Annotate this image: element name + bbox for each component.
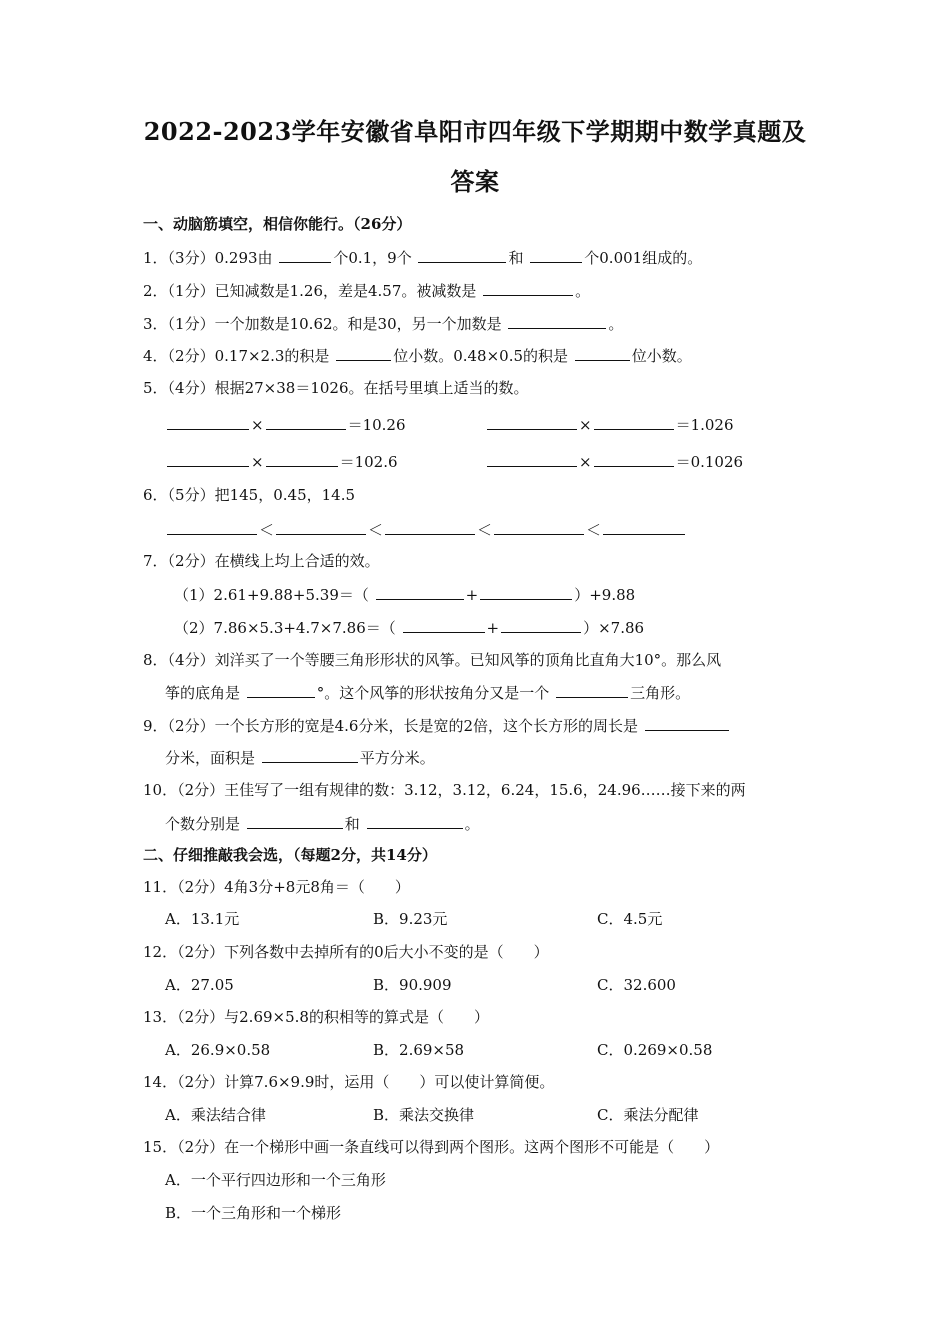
question-14-option-a[interactable]: A．乘法结合律 [165, 1106, 266, 1124]
question-7-stem: 7．（2分）在横线上均上合适的效。 [143, 552, 380, 570]
answer-blank[interactable] [247, 682, 315, 698]
question-9-line-2: 分米，面积是 平方分米。 [165, 749, 435, 767]
title-line-2: 答案 [450, 167, 500, 196]
question-6-stem: 6．（5分）把145，0.45，14.5 [143, 486, 356, 504]
answer-blank[interactable] [594, 451, 674, 467]
question-10-line-2: 个数分别是 和 。 [165, 815, 480, 833]
section-1-heading: 一、动脑筋填空，相信你能行。（26分） [143, 215, 412, 233]
question-15-option-b[interactable]: B．一个三角形和一个梯形 [165, 1204, 342, 1222]
answer-blank[interactable] [594, 414, 674, 430]
answer-blank[interactable] [508, 313, 606, 329]
title-line-1: 2022-2023学年安徽省阜阳市四年级下学期期中数学真题及 [143, 117, 807, 146]
answer-blank[interactable] [266, 414, 346, 430]
question-14-option-c[interactable]: C．乘法分配律 [597, 1106, 699, 1124]
answer-blank[interactable] [483, 280, 573, 296]
answer-blank[interactable] [494, 519, 584, 535]
question-8-line-2: 筝的底角是 °。这个风筝的形状按角分又是一个 三角形。 [165, 684, 691, 702]
question-7-part-2: （2）7.86×5.3+4.7×7.86＝（ + ）×7.86 [174, 619, 645, 637]
answer-blank[interactable] [262, 747, 358, 763]
answer-blank[interactable] [501, 617, 581, 633]
answer-blank[interactable] [645, 715, 729, 731]
question-3: 3．（1分）一个加数是10.62。和是30，另一个加数是 。 [143, 315, 624, 333]
answer-blank[interactable] [603, 519, 685, 535]
answer-blank[interactable] [376, 584, 464, 600]
question-6-ordering: ＜ ＜ ＜ ＜ [165, 519, 687, 540]
answer-blank[interactable] [167, 519, 257, 535]
question-5-eq-3: × ＝102.6 [165, 451, 398, 472]
question-13-stem: 13．（2分）与2.69×5.8的积相等的算式是（ ） [143, 1008, 489, 1026]
question-15-stem: 15．（2分）在一个梯形中画一条直线可以得到两个图形。这两个图形不可能是（ ） [143, 1138, 720, 1156]
answer-blank[interactable] [266, 451, 338, 467]
question-15-option-a[interactable]: A．一个平行四边形和一个三角形 [165, 1171, 386, 1189]
answer-blank[interactable] [167, 451, 249, 467]
question-11-stem: 11．（2分）4角3分+8元8角＝（ ） [143, 878, 410, 896]
question-8-line-1: 8．（4分）刘洋买了一个等腰三角形形状的风筝。已知风筝的顶角比直角大10°。那么风 [143, 651, 722, 669]
section-2-heading: 二、仔细推敲我会选，（每题2分，共14分） [143, 846, 437, 864]
answer-blank[interactable] [385, 519, 475, 535]
question-5-eq-2: × ＝1.026 [485, 414, 734, 435]
question-11-option-a[interactable]: A．13.1元 [165, 910, 240, 928]
question-14-option-b[interactable]: B．乘法交换律 [373, 1106, 475, 1124]
question-12-stem: 12．（2分）下列各数中去掉所有的0后大小不变的是（ ） [143, 943, 549, 961]
answer-blank[interactable] [575, 345, 630, 361]
answer-blank[interactable] [367, 813, 463, 829]
answer-blank[interactable] [403, 617, 485, 633]
answer-blank[interactable] [487, 414, 577, 430]
question-10-line-1: 10．（2分）王佳写了一组有规律的数：3.12，3.12，6.24，15.6，24.96……接下来的两 [143, 781, 746, 799]
question-12-option-b[interactable]: B．90.909 [373, 976, 452, 994]
answer-blank[interactable] [556, 682, 628, 698]
question-1: 1．（3分）0.293由 个0.1，9个 和 个0.001组成的。 [143, 249, 703, 267]
question-5-stem: 5．（4分）根据27×38＝1026。在括号里填上适当的数。 [143, 379, 529, 397]
answer-blank[interactable] [167, 414, 249, 430]
question-5-eq-4: × ＝0.1026 [485, 451, 743, 472]
answer-blank[interactable] [487, 451, 577, 467]
question-11-option-b[interactable]: B．9.23元 [373, 910, 448, 928]
question-12-option-a[interactable]: A．27.05 [165, 976, 234, 994]
answer-blank[interactable] [480, 584, 572, 600]
question-13-option-c[interactable]: C．0.269×0.58 [597, 1041, 713, 1059]
answer-blank[interactable] [279, 247, 331, 263]
answer-blank[interactable] [336, 345, 391, 361]
answer-blank[interactable] [418, 247, 506, 263]
answer-blank[interactable] [276, 519, 366, 535]
question-7-part-1: （1）2.61+9.88+5.39＝（ + ）+9.88 [174, 586, 636, 604]
question-11-option-c[interactable]: C．4.5元 [597, 910, 663, 928]
question-13-option-b[interactable]: B．2.69×58 [373, 1041, 465, 1059]
question-5-eq-1: × ＝10.26 [165, 414, 406, 435]
question-4: 4．（2分）0.17×2.3的积是 位小数。0.48×0.5的积是 位小数。 [143, 347, 692, 365]
answer-blank[interactable] [247, 813, 343, 829]
question-13-option-a[interactable]: A．26.9×0.58 [165, 1041, 271, 1059]
question-12-option-c[interactable]: C．32.600 [597, 976, 676, 994]
answer-blank[interactable] [530, 247, 582, 263]
question-9-line-1: 9．（2分）一个长方形的宽是4.6分米，长是宽的2倍，这个长方形的周长是 [143, 715, 731, 736]
question-2: 2．（1分）已知减数是1.26，差是4.57。被减数是 。 [143, 282, 591, 300]
question-14-stem: 14．（2分）计算7.6×9.9时，运用（ ）可以使计算简便。 [143, 1073, 555, 1091]
